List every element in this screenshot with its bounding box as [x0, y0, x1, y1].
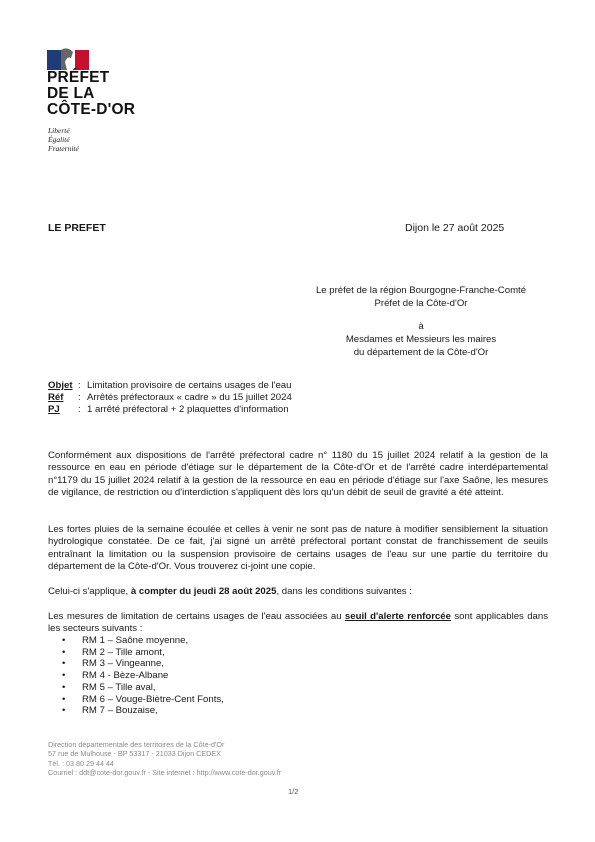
- paragraph-measures: [48, 611, 548, 636]
- effective-date: à compter du jeudi 28 août 2025: [130, 586, 277, 597]
- motto-line: Fraternité: [48, 144, 79, 153]
- motto-line: Liberté: [48, 126, 70, 135]
- bullet-icon: •: [62, 681, 66, 693]
- sender-line: Préfet de la Côte-d'Or: [374, 298, 468, 309]
- list-item: [62, 705, 224, 717]
- title-line: CÔTE-D'OR: [47, 101, 136, 118]
- reference-label: Objet: [48, 380, 73, 391]
- footer-line: 57 rue de Mulhouse - BP 53317 - 21033 Dijon CEDEX: [48, 749, 221, 759]
- list-item: [62, 647, 224, 659]
- alert-level: seuil d'alerte renforcée: [344, 611, 451, 622]
- sector-label: RM 7 – Bouzaise,: [82, 705, 158, 717]
- letter-date: Dijon le 27 août 2025: [405, 222, 505, 234]
- reference-label: Réf: [48, 392, 64, 403]
- sector-label: RM 2 – Tille amont,: [82, 646, 165, 658]
- title-line: DE LA: [47, 85, 95, 102]
- list-item: [62, 694, 224, 706]
- signatory: LE PREFET: [48, 222, 106, 234]
- sector-label: RM 6 – Vouge-Biètre-Cent Fonts,: [82, 693, 224, 705]
- reference-text: 1 arrêté préfectoral + 2 plaquettes d'information: [87, 404, 289, 415]
- reference-label: PJ: [48, 404, 60, 415]
- text-run: , dans les conditions suivantes :: [276, 586, 412, 597]
- bullet-icon: •: [62, 635, 66, 646]
- sender-line: Le préfet de la région Bourgogne-Franche-Comté: [315, 285, 527, 296]
- page-number: 1/2: [288, 787, 299, 796]
- text-run: Celui-ci s'applique,: [48, 586, 131, 597]
- reference-row: [48, 380, 292, 392]
- reference-block: [48, 380, 292, 416]
- text-run: Les mesures de limitation de certains usages de l'eau associées au: [48, 611, 345, 622]
- sender-block: [292, 284, 550, 310]
- recipient-block: [292, 333, 550, 359]
- sector-label: RM 1 – Saône moyenne,: [82, 635, 189, 646]
- paragraph-legal-basis: Conformément aux dispositions de l'arrêté préfectoral cadre n° 1180 du 15 juillet 2024 relatif à la gestion de la ressource en eau en période d'étiage sur le département de la Côte-d'Or et de l'arrêté cadre interdépartemental n°1179 du 15 juillet 2024 relatif à la gestion de la ressource en eau en période d'étiage sur l'axe Saône, les mesures de vigilance, de restriction ou d'interdiction s'appliquent dès lors qu'un débit de seuil de gravité a été atteint.: [48, 450, 548, 498]
- footer-line: Courriel : ddt@cote-dor.gouv.fr - Site internet : http://www.cote-dor.gouv.fr: [48, 767, 282, 777]
- recipient-line: du département de la Côte-d'Or: [353, 347, 489, 358]
- title-line: PRÉFET: [47, 69, 110, 86]
- reference-row: [48, 392, 292, 404]
- reference-separator: :: [78, 392, 81, 403]
- list-item: [62, 658, 224, 670]
- reference-row: [48, 404, 292, 416]
- marianne-logo-icon: [47, 44, 91, 70]
- republic-motto: [48, 126, 79, 153]
- paragraph-situation: Les fortes pluies de la semaine écoulée et celles à venir ne sont pas de nature à modifier sensiblement la situation hydrologique constatée. De ce fait, j'ai signé un arrêté préfectoral portant constat de franchissement de seuils entraînant la limitation ou la suspension provisoire de certains usages de l'eau sur une partie du territoire du département de la Côte-d'Or. Vous trouverez ci-joint une copie.: [48, 524, 548, 572]
- sector-label: RM 5 – Tille aval,: [82, 681, 156, 693]
- list-item: [62, 682, 224, 694]
- bullet-icon: •: [62, 646, 66, 658]
- footer-line: Tél. : 03 80 29 44 44: [48, 758, 114, 768]
- reference-separator: :: [78, 404, 81, 415]
- sector-label: RM 3 – Vingeanne,: [82, 658, 164, 670]
- paragraph-effective-date: [48, 586, 548, 598]
- list-item: [62, 670, 224, 682]
- bullet-icon: •: [62, 670, 66, 682]
- bullet-icon: •: [62, 658, 66, 670]
- reference-separator: :: [78, 380, 81, 391]
- motto-line: Égalité: [48, 135, 70, 144]
- prefecture-title: [47, 70, 135, 118]
- sector-list: [62, 635, 224, 717]
- recipient-line: Mesdames et Messieurs les maires: [345, 334, 497, 345]
- text-run: sont applicables dans les secteurs suivants :: [48, 611, 549, 635]
- sector-label: RM 4 - Bèze-Albane: [82, 670, 169, 682]
- footer-line: Direction départementale des territoires de la Côte-d'Or: [48, 740, 225, 749]
- reference-text: Arrêtés préfectoraux « cadre » du 15 juillet 2024: [87, 392, 292, 403]
- to-word: à: [418, 321, 424, 332]
- bullet-icon: •: [62, 705, 66, 717]
- sector-list-wrapper: [62, 635, 224, 717]
- reference-text: Limitation provisoire de certains usages de l'eau: [87, 380, 292, 391]
- bullet-icon: •: [62, 693, 66, 705]
- footer-contact: [48, 740, 281, 777]
- list-item: [62, 635, 224, 647]
